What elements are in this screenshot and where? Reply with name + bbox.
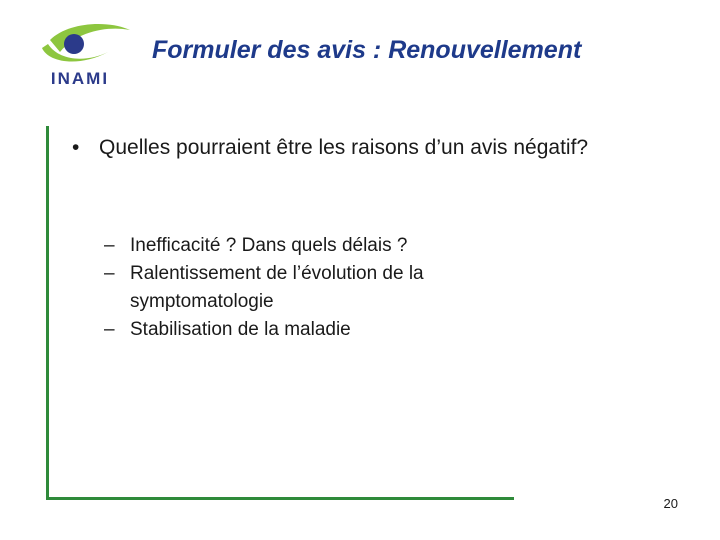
- sub-bullet-list: [104, 232, 534, 344]
- inami-logo: [38, 22, 138, 92]
- logo-text: INAMI: [50, 69, 110, 88]
- logo-emblem-icon: [38, 22, 138, 72]
- dash-marker-icon: –: [104, 235, 115, 256]
- dash-marker-icon: –: [104, 319, 115, 340]
- sub-bullet-item: [104, 232, 534, 260]
- page-number: 20: [663, 496, 678, 511]
- slide-title: Formuler des avis : Renouvellement: [152, 36, 582, 64]
- main-bullet: [72, 133, 632, 163]
- sub-bullet-item: [104, 316, 534, 344]
- main-bullet-text: Quelles pourraient être les raisons d’un avis négatif?: [99, 136, 589, 159]
- bullet-dot-icon: •: [72, 136, 80, 159]
- dash-marker-icon: –: [104, 263, 115, 284]
- sub-bullet-text: Stabilisation de la maladie: [130, 319, 351, 340]
- sub-bullet-text: Inefficacité ? Dans quels délais ?: [130, 235, 408, 256]
- frame-left-line: [46, 126, 49, 500]
- sub-bullet-item: [104, 260, 534, 316]
- sub-bullet-text: Ralentissement de l’évolution de la symptomatologie: [130, 263, 424, 312]
- frame-bottom-line: [46, 497, 514, 500]
